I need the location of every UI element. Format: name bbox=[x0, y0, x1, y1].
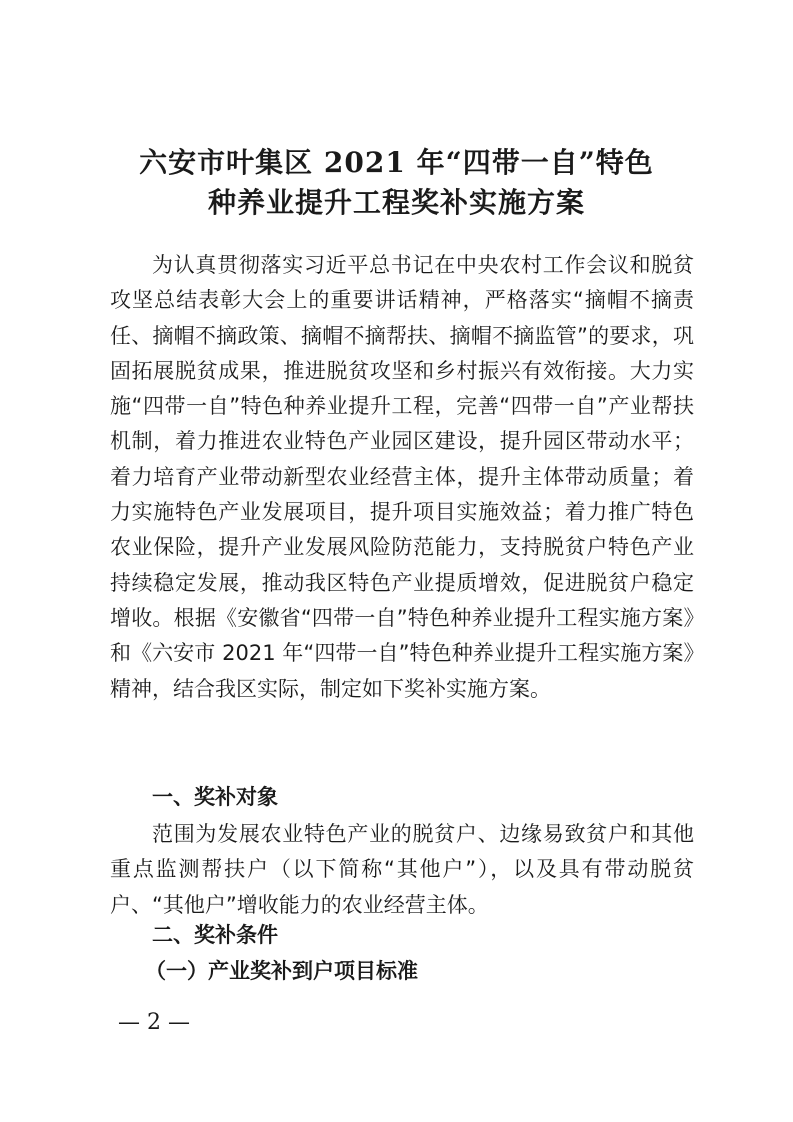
section-heading-award-targets: 一、奖补对象 bbox=[152, 785, 278, 809]
document-title-line-1: 六安市叶集区 2021 年“四带一自”特色 bbox=[139, 146, 654, 179]
scope-paragraph: 范围为发展农业特色产业的脱贫户、边缘易致贫户和其他重点监测帮扶户（以下简称“其他户”），以及具有带动脱贫户、“其他户”增收能力的农业经营主体。 bbox=[110, 822, 694, 917]
document-title-line-2: 种养业提升工程奖补实施方案 bbox=[207, 186, 585, 219]
section-heading-award-conditions: 二、奖补条件 bbox=[152, 923, 278, 947]
subsection-heading-household-standard: （一）产业奖补到户项目标准 bbox=[145, 959, 418, 983]
page-number: — 2 — bbox=[118, 1010, 190, 1035]
intro-paragraph: 为认真贯彻落实习近平总书记在中央农村工作会议和脱贫攻坚总结表彰大会上的重要讲话精神，严格落实“摘帽不摘责任、摘帽不摘政策、摘帽不摘帮扶、摘帽不摘监管”的要求，巩固拓展脱贫成果，推进脱贫攻坚和乡村振兴有效衔接。大力实施“四带一自”特色种养业提升工程，完善“四带一自”产业帮扶机制，着力推进农业特色产业园区建设，提升园区带动水平；着力培育产业带动新型农业经营主体，提升主体带动质量；着力实施特色产业发展项目，提升项目实施效益；着力推广特色农业保险，提升产业发展风险防范能力，支持脱贫户特色产业持续稳定发展，推动我区特色产业提质增效，促进脱贫户稳定增收。根据《安徽省“四带一自”特色种养业提升工程实施方案》和《六安市 2021 年“四带一自”特色种养业提升工程实施方案》精神，结合我区实际，制定如下奖补实施方案。 bbox=[110, 253, 694, 701]
